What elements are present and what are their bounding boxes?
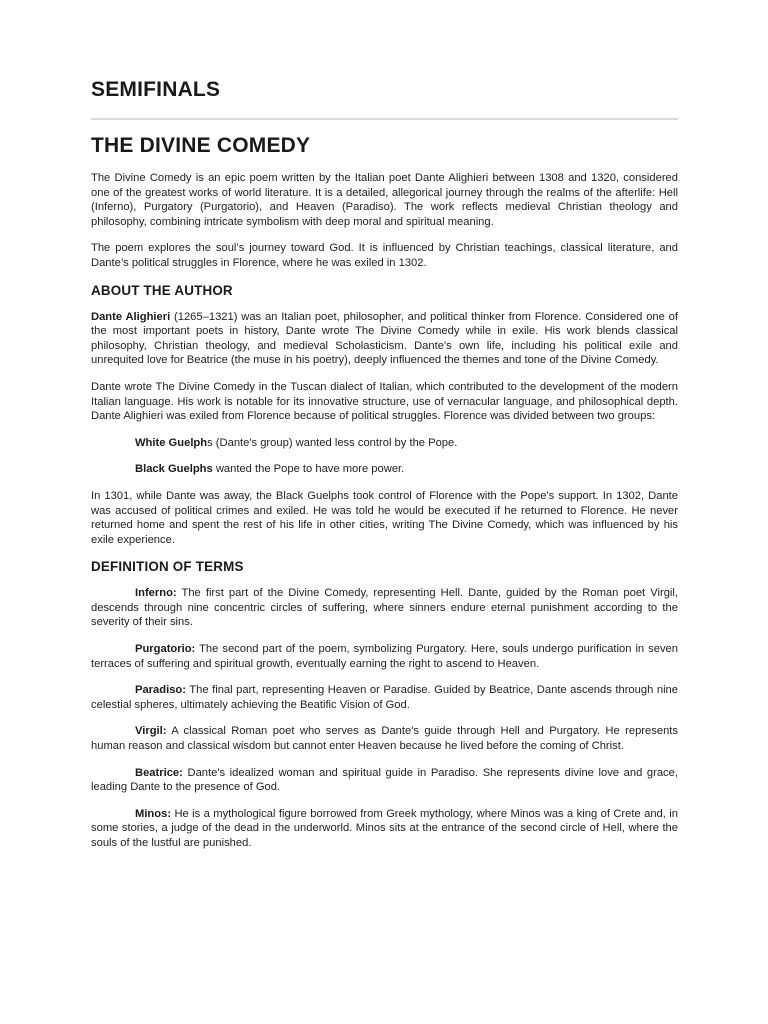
definition-term: Minos:	[135, 807, 172, 820]
group-description: wanted the Pope to have more power.	[212, 463, 405, 476]
group-description: s (Dante's group) wanted less control by the Pope.	[207, 436, 458, 449]
definition-minos	[91, 807, 678, 851]
author-paragraph-2: Dante wrote The Divine Comedy in the Tuscan dialect of Italian, which contributed to the development of the modern Italian language. His work is notable for its innovative structure, use of vernacular language, and philosophical depth. Dante Alighieri was exiled from Florence because of political struggles. Florence was divided between two groups:	[91, 380, 678, 423]
definition-text: The final part, representing Heaven or Paradise. Guided by Beatrice, Dante ascends through nine celestial spheres, ultimately achieving the Beatific Vision of God.	[91, 684, 678, 711]
author-name: Dante Alighieri	[91, 310, 171, 323]
definition-inferno	[91, 586, 678, 630]
document-body	[91, 171, 678, 863]
document-label: SEMIFINALS	[91, 78, 221, 101]
group-item-black-guelphs	[91, 462, 678, 477]
definition-term: Purgatorio:	[135, 643, 196, 656]
definition-paradiso	[91, 683, 678, 712]
definition-term: Paradiso:	[135, 684, 186, 697]
group-item-white-guelphs	[91, 436, 678, 451]
author-paragraph-3: In 1301, while Dante was away, the Black Guelphs took control of Florence with the Pope's support. In 1302, Dante was accused of political crimes and exiled. He was told he would be executed if he returned to Florence. He never returned home and spent the rest of his life in other cities, writing The Divine Comedy, which was influenced by his exile experience.	[91, 489, 678, 546]
author-paragraph-1-text: (1265–1321) was an Italian poet, philosopher, and political thinker from Florence. Considered one of the most important poets in history, Dante wrote The Divine Comedy while in exile. His work blends classical philosophy, Christian theology, and medieval Scholasticism. Dante's own life, including his political exile and unrequited love for Beatrice (the muse in his poetry), deeply influenced the themes and tone of the Divine Comedy.	[91, 310, 678, 367]
definition-text: He is a mythological figure borrowed from Greek mythology, where Minos was a king of Crete and, in some stories, a judge of the dead in the underworld. Minos sits at the entrance of the second circle of Hell, where the souls of the lustful are punished.	[91, 807, 678, 849]
definition-purgatorio	[91, 642, 678, 671]
definition-text: A classical Roman poet who serves as Dante's guide through Hell and Purgatory. He represents human reason and classical wisdom but cannot enter Heaven because he lived before the coming of Christ.	[91, 725, 678, 753]
definition-virgil	[91, 724, 678, 753]
definition-term: Inferno:	[135, 587, 177, 600]
definition-text: Dante's idealized woman and spiritual guide in Paradiso. She represents divine love and grace, leading Dante to the presence of God.	[91, 766, 678, 794]
intro-paragraph-1: The Divine Comedy is an epic poem written by the Italian poet Dante Alighieri between 1308 and 1320, considered one of the greatest works of world literature. It is a detailed, allegorical journey through the realms of the afterlife: Hell (Inferno), Purgatory (Purgatorio), and Heaven (Paradiso). The work reflects medieval Christian theology and philosophy, combining intricate symbolism with deep moral and spiritual meaning.	[91, 172, 678, 228]
page-title: THE DIVINE COMEDY	[91, 134, 311, 157]
section-heading-definitions: DEFINITION OF TERMS	[91, 559, 244, 575]
definition-term: Beatrice:	[135, 766, 183, 779]
intro-paragraph-2: The poem explores the soul’s journey toward God. It is influenced by Christian teachings, classical literature, and Dante’s political struggles in Florence, where he was exiled in 1302.	[91, 242, 678, 269]
group-name: Black Guelphs	[135, 463, 213, 476]
author-paragraph-1	[91, 310, 678, 368]
definition-text: The second part of the poem, symbolizing Purgatory. Here, souls undergo purification in seven terraces of suffering and spiritual growth, eventually earning the right to ascend to Heaven.	[91, 643, 678, 670]
horizontal-divider	[91, 118, 678, 120]
definition-text: The first part of the Divine Comedy, representing Hell. Dante, guided by the Roman poet Virgil, descends through nine concentric circles of suffering, where sinners endure eternal punishment according to the severity of their sins.	[91, 587, 678, 629]
section-heading-author: ABOUT THE AUTHOR	[91, 282, 233, 298]
group-name: White Guelph	[135, 436, 208, 449]
definition-beatrice	[91, 766, 678, 795]
definition-term: Virgil:	[135, 725, 167, 738]
